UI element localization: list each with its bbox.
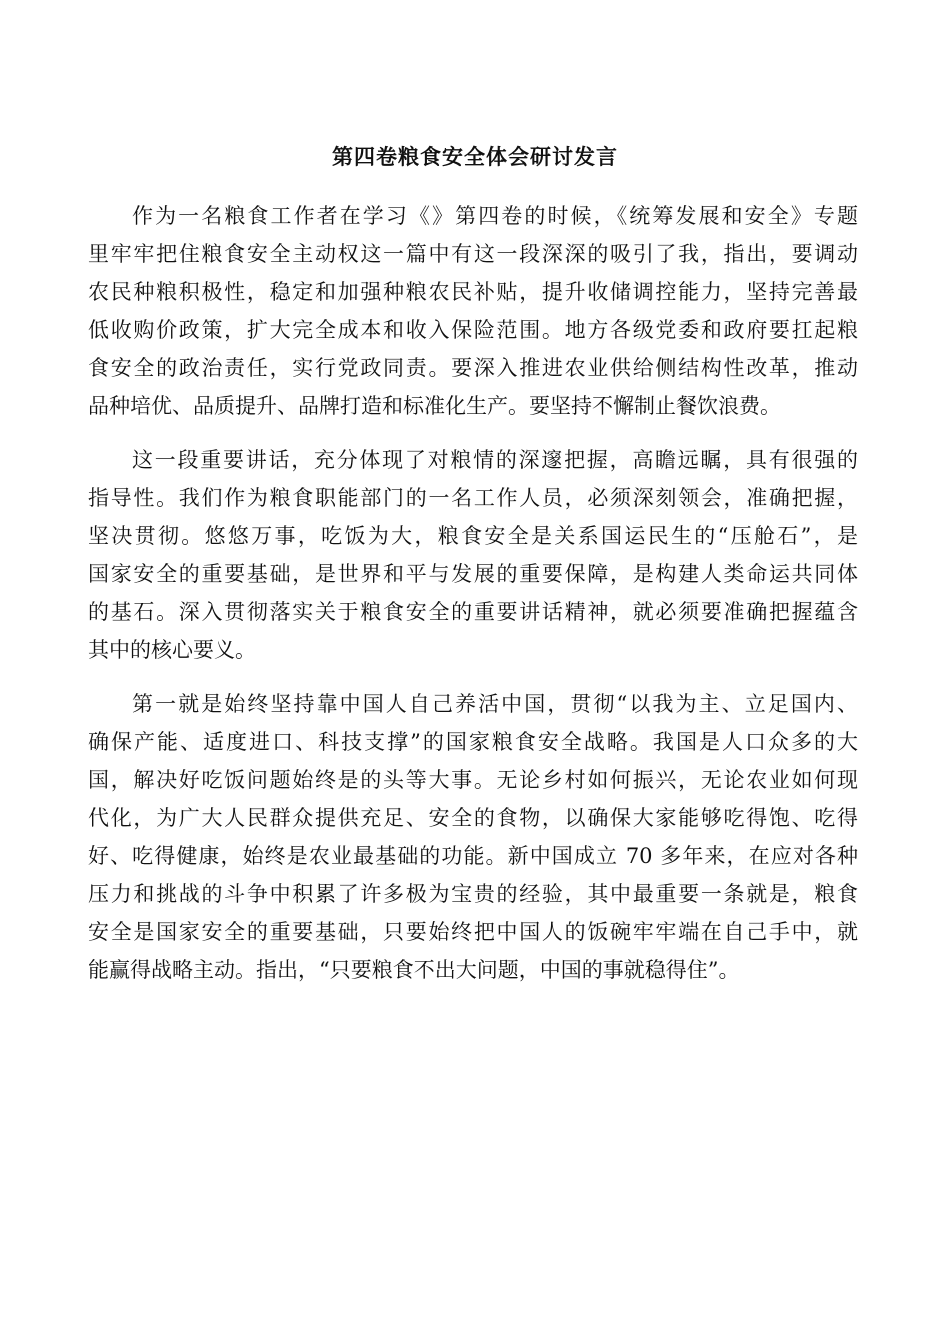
paragraph-line: 其中的核心要义。 [88,638,256,662]
paragraph-line: 的基石。深入贯彻落实关于粮食安全的重要讲话精神，就必须要准确把握蕴含 [88,600,858,624]
paragraph-line: 能赢得战略主动。指出，“只要粮食不出大问题，中国的事就稳得住”。 [88,958,740,982]
paragraph-line: 好、吃得健康，始终是农业最基础的功能。新中国成立 70 多年来，在应对各种 [88,844,858,868]
paragraph-line: 品种培优、品质提升、品牌打造和标准化生产。要坚持不懈制止餐饮浪费。 [88,394,781,418]
paragraph-2 [88,441,858,669]
paragraph-line: 压力和挑战的斗争中积累了许多极为宝贵的经验，其中最重要一条就是，粮食 [88,882,858,906]
paragraph-3 [88,685,858,989]
paragraph-line: 指导性。我们作为粮食职能部门的一名工作人员，必须深刻领会，准确把握， [88,486,858,510]
paragraph-line: 国家安全的重要基础，是世界和平与发展的重要保障，是构建人类命运共同体 [88,562,858,586]
paragraph-line: 这一段重要讲话，充分体现了对粮情的深邃把握，高瞻远瞩，具有很强的 [132,448,858,472]
paragraph-1 [88,197,858,425]
paragraph-line: 作为一名粮食工作者在学习《》第四卷的时候，《统筹发展和安全》专题 [132,204,858,228]
paragraph-line: 第一就是始终坚持靠中国人自己养活中国，贯彻“以我为主、立足国内、 [132,692,858,716]
paragraph-line: 代化，为广大人民群众提供充足、安全的食物，以确保大家能够吃得饱、吃得 [88,806,858,830]
paragraph-line: 安全是国家安全的重要基础，只要始终把中国人的饭碗牢牢端在自己手中，就 [88,920,858,944]
paragraph-line: 国，解决好吃饭问题始终是的头等大事。无论乡村如何振兴，无论农业如何现 [88,768,858,792]
paragraph-line: 农民种粮积极性，稳定和加强种粮农民补贴，提升收储调控能力，坚持完善最 [88,280,858,304]
paragraph-line: 里牢牢把住粮食安全主动权这一篇中有这一段深深的吸引了我，指出，要调动 [88,242,858,266]
paragraph-line: 确保产能、适度进口、科技支撑”的国家粮食安全战略。我国是人口众多的大 [88,730,858,754]
paragraph-line: 食安全的政治责任，实行党政同责。要深入推进农业供给侧结构性改革，推动 [88,356,858,380]
document-body [88,197,858,1005]
paragraph-line: 低收购价政策，扩大完全成本和收入保险范围。地方各级党委和政府要扛起粮 [88,318,858,342]
paragraph-line: 坚决贯彻。悠悠万事，吃饭为大，粮食安全是关系国运民生的“压舱石”，是 [88,524,858,548]
document-title: 第四卷粮食安全体会研讨发言 [332,144,618,169]
